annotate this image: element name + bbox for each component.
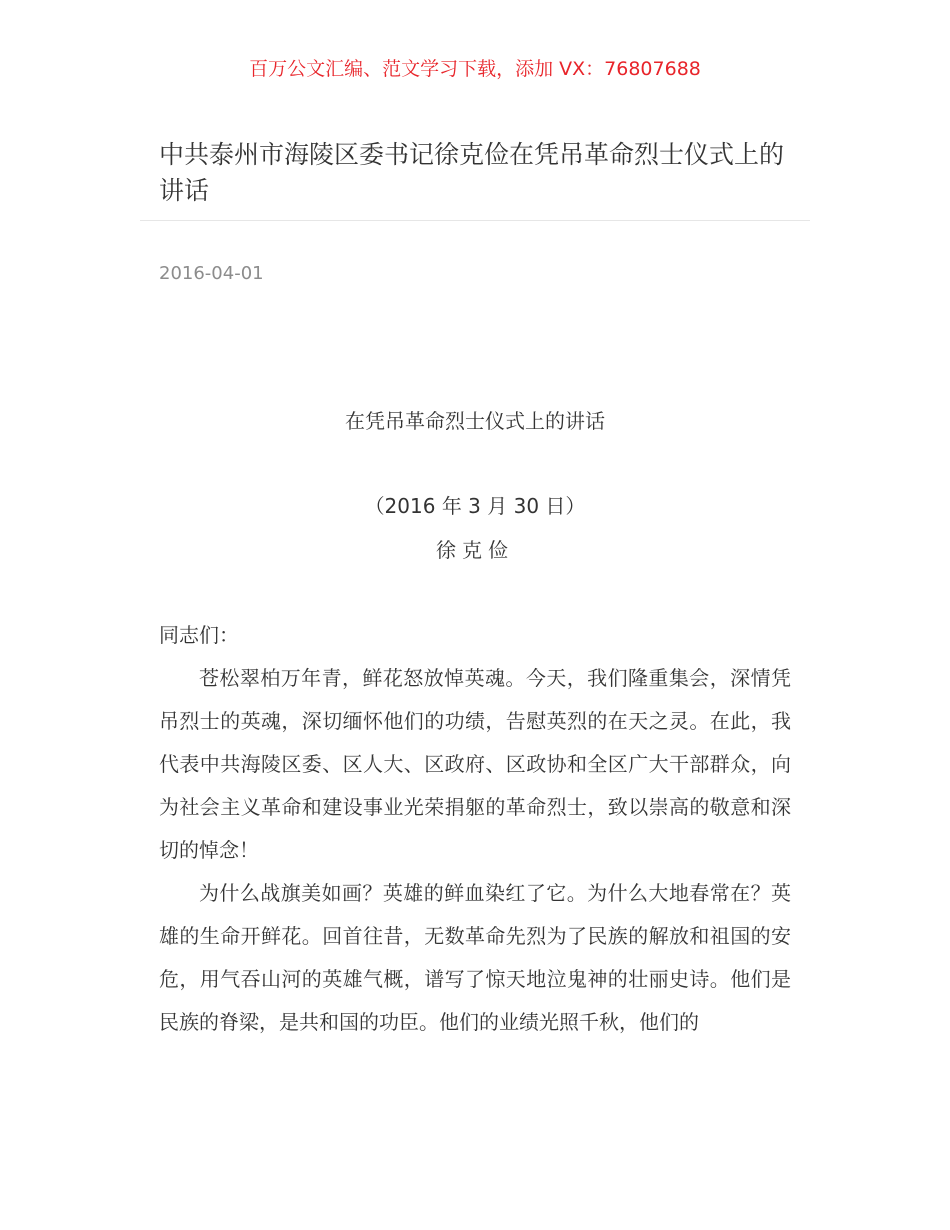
paragraph: 苍松翠柏万年青，鲜花怒放悼英魂。今天，我们隆重集会，深情凭吊烈士的英魂，深切缅怀他们的功绩，告慰英烈的在天之灵。在此，我代表中共海陵区委、区人大、区政府、区政协和全区广大干部群众，向为社会主义革命和建设事业光荣捐躯的革命烈士，致以崇高的敬意和深切的悼念！ xyxy=(159,666,791,862)
paragraph: 为什么战旗美如画？英雄的鲜血染红了它。为什么大地春常在？英雄的生命开鲜花。回首往昔，无数革命先烈为了民族的解放和祖国的安危，用气吞山河的英雄气概，谱写了惊天地泣鬼神的壮丽史诗。他们是民族的脊梁，是共和国的功臣。他们的业绩光照千秋，他们的 xyxy=(159,881,791,1034)
watermark-banner: 百万公文汇编、范文学习下载，添加 VX：76807688 xyxy=(249,58,701,80)
title-divider xyxy=(140,220,810,221)
speech-date: （2016 年 3 月 30 日） xyxy=(364,494,586,518)
speech-body xyxy=(159,614,791,1044)
speech-author: 徐克俭 xyxy=(436,538,514,562)
speech-title: 在凭吊革命烈士仪式上的讲话 xyxy=(345,409,605,433)
article-title: 中共泰州市海陵区委书记徐克俭在凭吊革命烈士仪式上的讲话 xyxy=(159,140,785,205)
publish-date: 2016-04-01 xyxy=(159,263,264,284)
salutation: 同志们： xyxy=(159,623,239,647)
